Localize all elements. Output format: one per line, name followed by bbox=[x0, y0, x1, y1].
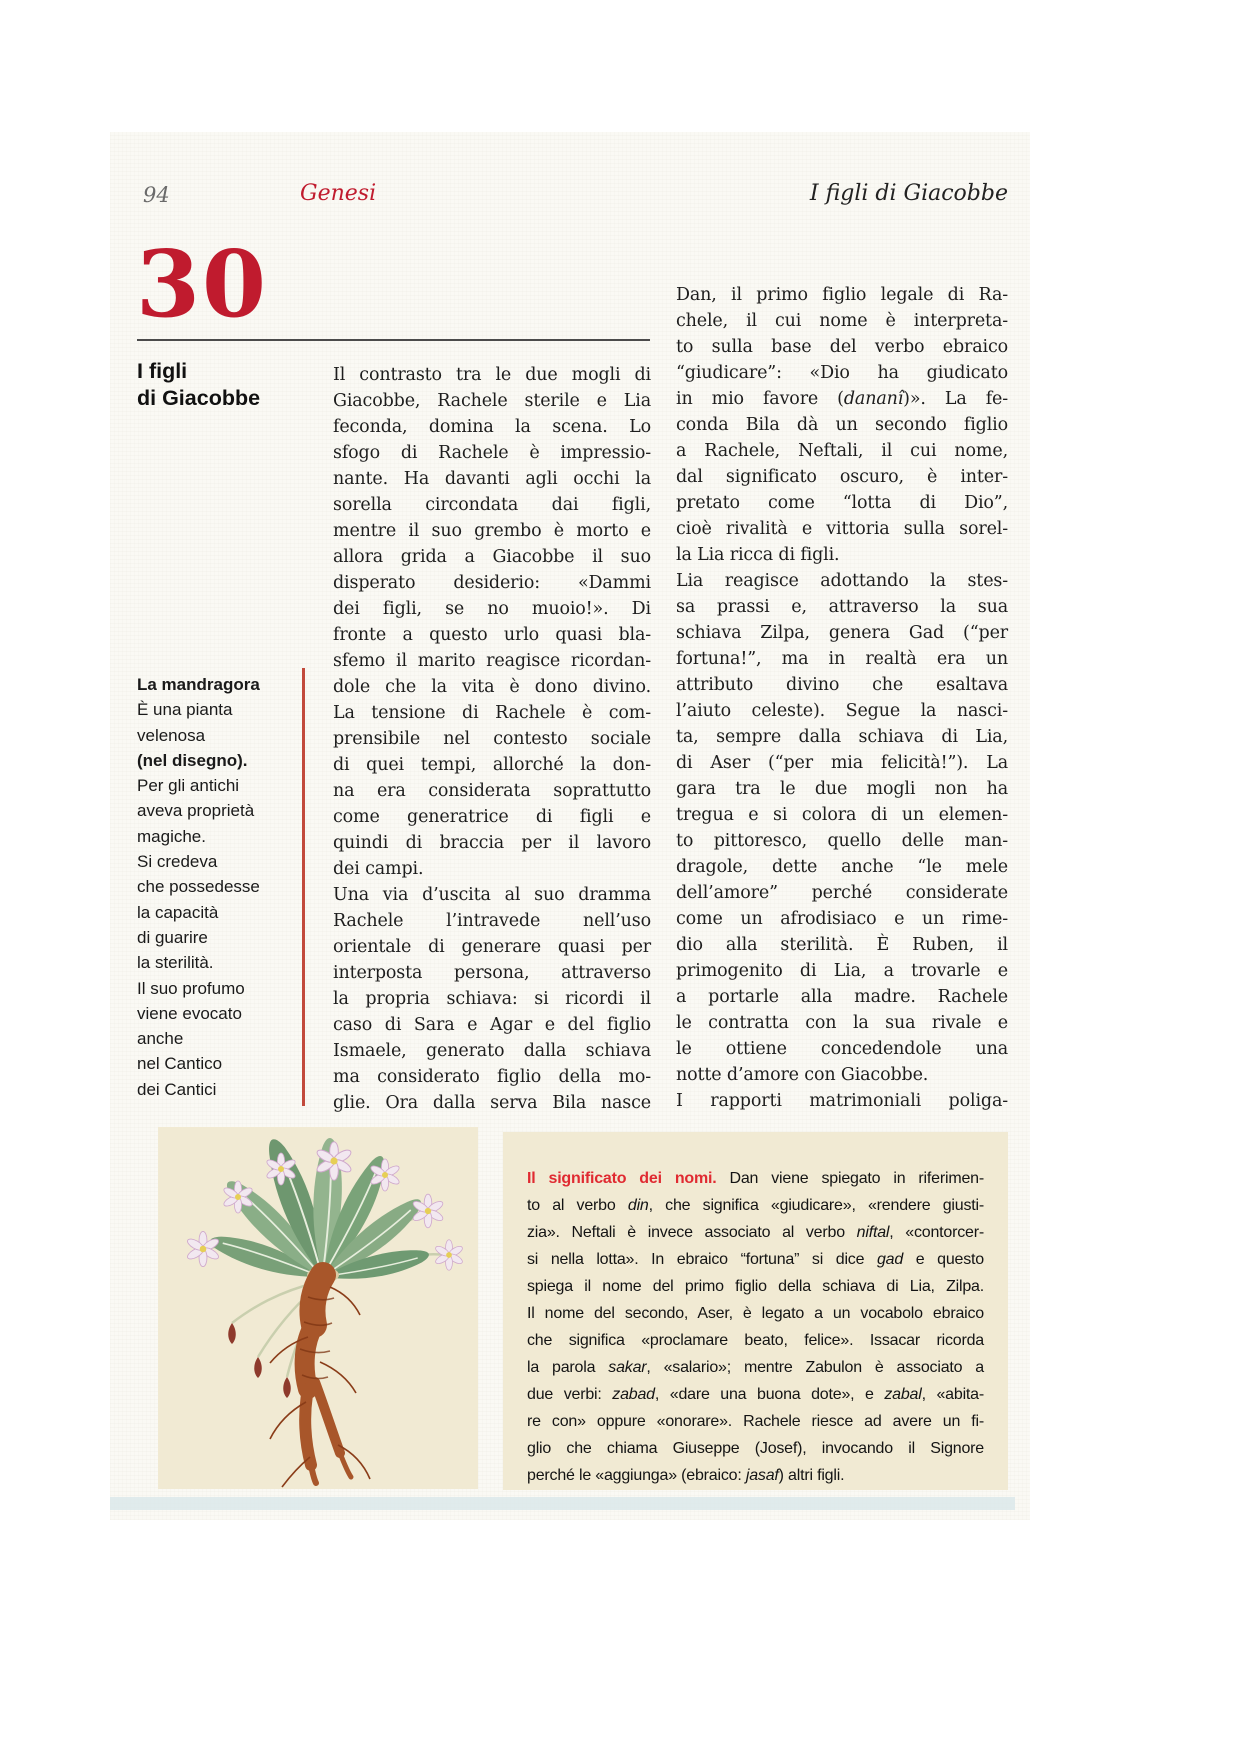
text-line bbox=[527, 1327, 984, 1354]
text-line bbox=[333, 492, 651, 518]
text-line bbox=[676, 438, 1008, 464]
text-segment: conda Bila dà un secondo figlio bbox=[676, 415, 1008, 435]
text-line bbox=[676, 724, 1008, 750]
text-segment: Dan, il primo figlio legale di Ra- bbox=[676, 285, 1008, 305]
text-line bbox=[676, 750, 1008, 776]
text-line bbox=[333, 856, 651, 882]
text-segment: e questo bbox=[903, 1251, 984, 1268]
text-line bbox=[676, 932, 1008, 958]
text-segment: cioè rivalità e vittoria sulla sorel- bbox=[676, 519, 1008, 539]
text-segment: fronte a questo urlo quasi bla- bbox=[333, 625, 651, 645]
text-line bbox=[676, 360, 1008, 386]
text-line bbox=[676, 308, 1008, 334]
text-segment: glio che chiama Giuseppe (Josef), invocando il Signore bbox=[527, 1440, 984, 1457]
text-segment: feconda, domina la scena. Lo bbox=[333, 417, 651, 437]
text-segment: l’aiuto celeste). Segue la nasci- bbox=[676, 701, 1008, 721]
text-segment: come un afrodisiaco e un rime- bbox=[676, 909, 1008, 929]
text-line bbox=[333, 882, 651, 908]
text-line bbox=[676, 334, 1008, 360]
text-segment: ) altri figli. bbox=[778, 1467, 845, 1484]
text-line bbox=[333, 700, 651, 726]
running-head-chapter-title: I figli di Giacobbe bbox=[809, 181, 1008, 206]
text-segment: di Aser (“per mia felicità!”). La bbox=[676, 753, 1008, 773]
text-segment: ta, sempre dalla schiava di Lia, bbox=[676, 727, 1008, 747]
text-line bbox=[676, 906, 1008, 932]
text-line bbox=[333, 622, 651, 648]
text-line bbox=[333, 830, 651, 856]
text-segment: primogenito di Lia, a trovarle e bbox=[676, 961, 1008, 981]
text-line bbox=[527, 1219, 984, 1246]
text-segment: allora grida a Giacobbe il suo bbox=[333, 547, 651, 567]
text-line bbox=[333, 440, 651, 466]
text-segment: le ottiene concedendole una bbox=[676, 1039, 1008, 1059]
text-line bbox=[676, 1062, 1008, 1088]
text-line bbox=[137, 849, 297, 874]
text-line bbox=[527, 1354, 984, 1381]
text-line bbox=[333, 1038, 651, 1064]
text-line bbox=[676, 516, 1008, 542]
text-line bbox=[676, 880, 1008, 906]
text-line bbox=[137, 874, 297, 899]
text-segment: dio alla sterilità. È Ruben, il bbox=[676, 935, 1008, 955]
text-line bbox=[333, 752, 651, 778]
text-segment: niftal bbox=[856, 1224, 890, 1241]
text-line bbox=[137, 976, 297, 1001]
text-line bbox=[676, 698, 1008, 724]
text-line bbox=[333, 934, 651, 960]
text-segment: Il suo profumo bbox=[137, 978, 245, 998]
text-line bbox=[333, 570, 651, 596]
text-segment: dei Cantici bbox=[137, 1079, 217, 1099]
text-segment: la capacità bbox=[137, 902, 219, 922]
body-column-1 bbox=[333, 362, 651, 1116]
text-segment: glie. Ora dalla serva Bila nasce bbox=[333, 1093, 651, 1113]
text-segment: sfemo il marito reagisce ricordan- bbox=[333, 651, 651, 671]
text-segment: Ismaele, generato dalla schiava bbox=[333, 1041, 651, 1061]
text-line bbox=[333, 414, 651, 440]
sidebar-rule bbox=[302, 668, 305, 1106]
sidebar-note-mandragora bbox=[137, 672, 297, 1102]
text-segment: aveva proprietà bbox=[137, 801, 255, 821]
text-segment: to al verbo bbox=[527, 1197, 628, 1214]
text-line bbox=[676, 386, 1008, 412]
text-segment: interposta persona, attraverso bbox=[333, 963, 651, 983]
text-segment: tregua e si colora di un elemen- bbox=[676, 805, 1008, 825]
text-line bbox=[676, 854, 1008, 880]
text-line bbox=[676, 776, 1008, 802]
text-line bbox=[333, 674, 651, 700]
text-line bbox=[676, 464, 1008, 490]
text-segment: caso di Sara e Agar e del figlio bbox=[333, 1015, 651, 1035]
text-segment: a Rachele, Neftali, il cui nome, bbox=[676, 441, 1008, 461]
text-segment: si nella lotta». In ebraico “fortuna” si dice bbox=[527, 1251, 877, 1268]
text-segment: orientale di generare quasi per bbox=[333, 937, 651, 957]
text-line bbox=[676, 958, 1008, 984]
text-segment: fortuna!”, ma in realtà era un bbox=[676, 649, 1008, 669]
text-segment: nante. Ha davanti agli occhi la bbox=[333, 469, 651, 489]
text-line bbox=[676, 802, 1008, 828]
text-line bbox=[333, 518, 651, 544]
text-segment: zabad bbox=[612, 1386, 655, 1403]
text-line bbox=[676, 1010, 1008, 1036]
text-line bbox=[527, 1408, 984, 1435]
text-segment: to pittoresco, quello delle man- bbox=[676, 831, 1008, 851]
text-line bbox=[676, 672, 1008, 698]
text-segment: dal significato oscuro, è inter- bbox=[676, 467, 1008, 487]
text-line bbox=[527, 1192, 984, 1219]
text-segment: Il significato dei nomi. bbox=[527, 1170, 717, 1187]
text-segment: disperato desiderio: «Dammi bbox=[333, 573, 651, 593]
text-segment: dei campi. bbox=[333, 859, 424, 879]
text-segment: Per gli antichi bbox=[137, 776, 240, 796]
text-segment: notte d’amore con Giacobbe. bbox=[676, 1065, 929, 1085]
infobox-significato-dei-nomi bbox=[503, 1132, 1008, 1490]
text-segment: la Lia ricca di figli. bbox=[676, 545, 840, 565]
text-line bbox=[333, 388, 651, 414]
text-line bbox=[333, 648, 651, 674]
chapter-number: 30 bbox=[136, 230, 269, 338]
page-bottom-edge bbox=[110, 1497, 1015, 1510]
text-line bbox=[137, 1051, 297, 1076]
text-segment: magiche. bbox=[137, 826, 206, 846]
text-segment: re con» oppure «onorare». Rachele riesce ad avere un fi- bbox=[527, 1413, 984, 1430]
text-line bbox=[333, 596, 651, 622]
text-line bbox=[676, 620, 1008, 646]
text-line bbox=[527, 1462, 984, 1489]
text-segment: le contratta con la sua rivale e bbox=[676, 1013, 1008, 1033]
text-line bbox=[676, 984, 1008, 1010]
text-segment: nel Cantico bbox=[137, 1054, 223, 1074]
text-line bbox=[333, 908, 651, 934]
text-segment: pretato come “lotta di Dio”, bbox=[676, 493, 1008, 513]
text-segment: dole che la vita è dono divino. bbox=[333, 677, 651, 697]
text-line bbox=[333, 960, 651, 986]
text-segment: di quei tempi, allorché la don- bbox=[333, 755, 651, 775]
text-segment: , «dare una buona dote», e bbox=[654, 1386, 885, 1403]
text-line bbox=[137, 1026, 297, 1051]
text-segment: viene evocato bbox=[137, 1003, 242, 1023]
text-segment: che significa «proclamare beato, felice». Issacar ricorda bbox=[527, 1332, 984, 1349]
text-segment: mentre il suo grembo è morto e bbox=[333, 521, 651, 541]
text-segment: attributo divino che esaltava bbox=[676, 675, 1008, 695]
text-segment: schiava Zilpa, genera Gad (“per bbox=[676, 623, 1008, 643]
text-segment: quindi di braccia per il lavoro bbox=[333, 833, 651, 853]
text-segment: Lia reagisce adottando la stes- bbox=[676, 571, 1008, 591]
text-segment: dananî bbox=[843, 389, 904, 409]
text-segment: che possedesse bbox=[137, 877, 260, 897]
text-segment: Si credeva bbox=[137, 852, 218, 872]
text-segment: I rapporti matrimoniali poliga- bbox=[676, 1091, 1008, 1111]
text-line bbox=[676, 282, 1008, 308]
text-segment: , «salario»; mentre Zabulon è associato a bbox=[646, 1359, 984, 1376]
text-segment: Il nome del secondo, Aser, è legato a un vocabolo ebraico bbox=[527, 1305, 984, 1322]
text-line bbox=[137, 748, 297, 773]
text-line bbox=[527, 1300, 984, 1327]
chapter-title-line2: di Giacobbe bbox=[137, 386, 261, 410]
text-line bbox=[137, 672, 297, 697]
text-segment: ma considerato figlio della mo- bbox=[333, 1067, 651, 1087]
text-segment: gara tra le due mogli non ha bbox=[676, 779, 1008, 799]
text-segment: , «abita- bbox=[921, 1386, 984, 1403]
text-segment: )». La fe- bbox=[903, 389, 1008, 409]
page-number: 94 bbox=[143, 183, 170, 207]
text-line bbox=[527, 1246, 984, 1273]
text-line bbox=[137, 1077, 297, 1102]
text-line bbox=[137, 697, 297, 722]
text-segment: sfogo di Rachele è impressio- bbox=[333, 443, 651, 463]
text-segment: Una via d’uscita al suo dramma bbox=[333, 885, 651, 905]
text-segment: due verbi: bbox=[527, 1386, 613, 1403]
running-head-book-title: Genesi bbox=[300, 181, 377, 206]
text-line bbox=[333, 1090, 651, 1116]
text-segment: sa prassi e, attraverso la sua bbox=[676, 597, 1008, 617]
text-segment: perché le «aggiunga» (ebraico: bbox=[527, 1467, 746, 1484]
text-segment: come generatrice di figli e bbox=[333, 807, 651, 827]
text-line bbox=[137, 950, 297, 975]
chapter-rule bbox=[137, 339, 650, 341]
text-line bbox=[137, 773, 297, 798]
text-segment: in mio favore ( bbox=[676, 389, 844, 409]
text-segment: Giacobbe, Rachele sterile e Lia bbox=[333, 391, 651, 411]
text-line bbox=[676, 542, 1008, 568]
text-segment: dei figli, se no muoio!». Di bbox=[333, 599, 651, 619]
text-line bbox=[137, 824, 297, 849]
text-line bbox=[676, 1036, 1008, 1062]
text-segment: dragole, dette anche “le mele bbox=[676, 857, 1008, 877]
text-segment: , che significa «giudicare», «rendere giusti- bbox=[648, 1197, 984, 1214]
text-segment: Dan viene spiegato in riferimen- bbox=[716, 1170, 984, 1187]
text-line bbox=[137, 798, 297, 823]
text-segment: jasaf bbox=[745, 1467, 779, 1484]
text-segment: a portarle alla madre. Rachele bbox=[676, 987, 1008, 1007]
text-segment: na era considerata soprattutto bbox=[333, 781, 651, 801]
text-segment: sakar bbox=[608, 1359, 647, 1376]
text-line bbox=[333, 986, 651, 1012]
text-segment: Il contrasto tra le due mogli di bbox=[333, 365, 651, 385]
text-line bbox=[333, 778, 651, 804]
text-line bbox=[333, 804, 651, 830]
text-segment: la sterilità. bbox=[137, 953, 214, 973]
text-segment: la parola bbox=[527, 1359, 609, 1376]
text-segment: “giudicare”: «Dio ha giudicato bbox=[676, 363, 1008, 383]
text-line bbox=[527, 1165, 984, 1192]
text-line bbox=[527, 1381, 984, 1408]
text-segment: chele, il cui nome è interpreta- bbox=[676, 311, 1008, 331]
text-line bbox=[527, 1273, 984, 1300]
text-segment: Rachele l’intravede nell’uso bbox=[333, 911, 651, 931]
text-line bbox=[676, 828, 1008, 854]
text-line bbox=[676, 646, 1008, 672]
chapter-title-line1: I figli bbox=[137, 359, 188, 383]
body-column-2 bbox=[676, 282, 1008, 1114]
text-segment: di guarire bbox=[137, 927, 208, 947]
text-segment: prensibile nel contesto sociale bbox=[333, 729, 651, 749]
text-segment: to sulla base del verbo ebraico bbox=[676, 337, 1008, 357]
text-line bbox=[137, 723, 297, 748]
text-line bbox=[676, 1088, 1008, 1114]
text-segment: (nel disegno). bbox=[137, 750, 248, 770]
text-segment: sorella circondata dai figli, bbox=[333, 495, 651, 515]
text-segment: anche bbox=[137, 1029, 184, 1049]
text-line bbox=[676, 594, 1008, 620]
mandrake-illustration bbox=[158, 1127, 478, 1489]
text-segment: spiega il nome del primo figlio della schiava di Lia, Zilpa. bbox=[527, 1278, 984, 1295]
text-line bbox=[333, 1012, 651, 1038]
mandrake-plant-illustration bbox=[158, 1127, 478, 1489]
text-line bbox=[137, 1001, 297, 1026]
text-line bbox=[527, 1435, 984, 1462]
chapter-title bbox=[137, 358, 260, 412]
text-line bbox=[333, 544, 651, 570]
text-segment: la propria schiava: si ricordi il bbox=[333, 989, 651, 1009]
text-line bbox=[676, 490, 1008, 516]
text-segment: dell’amore” perché considerate bbox=[676, 883, 1008, 903]
text-line bbox=[333, 466, 651, 492]
text-segment: velenosa bbox=[137, 725, 206, 745]
text-segment: gad bbox=[876, 1251, 904, 1268]
text-line bbox=[333, 362, 651, 388]
text-segment: La mandragora bbox=[137, 675, 260, 694]
text-line bbox=[333, 726, 651, 752]
text-line bbox=[676, 568, 1008, 594]
text-line bbox=[676, 412, 1008, 438]
text-line bbox=[137, 925, 297, 950]
text-line bbox=[333, 1064, 651, 1090]
text-line bbox=[137, 900, 297, 925]
text-segment: , «contorcer- bbox=[889, 1224, 984, 1241]
text-segment: zia». Neftali è invece associato al verbo bbox=[527, 1224, 857, 1241]
text-segment: La tensione di Rachele è com- bbox=[333, 703, 651, 723]
text-segment: È una pianta bbox=[137, 700, 233, 720]
text-segment: din bbox=[627, 1197, 649, 1214]
text-segment: zabal bbox=[884, 1386, 922, 1403]
